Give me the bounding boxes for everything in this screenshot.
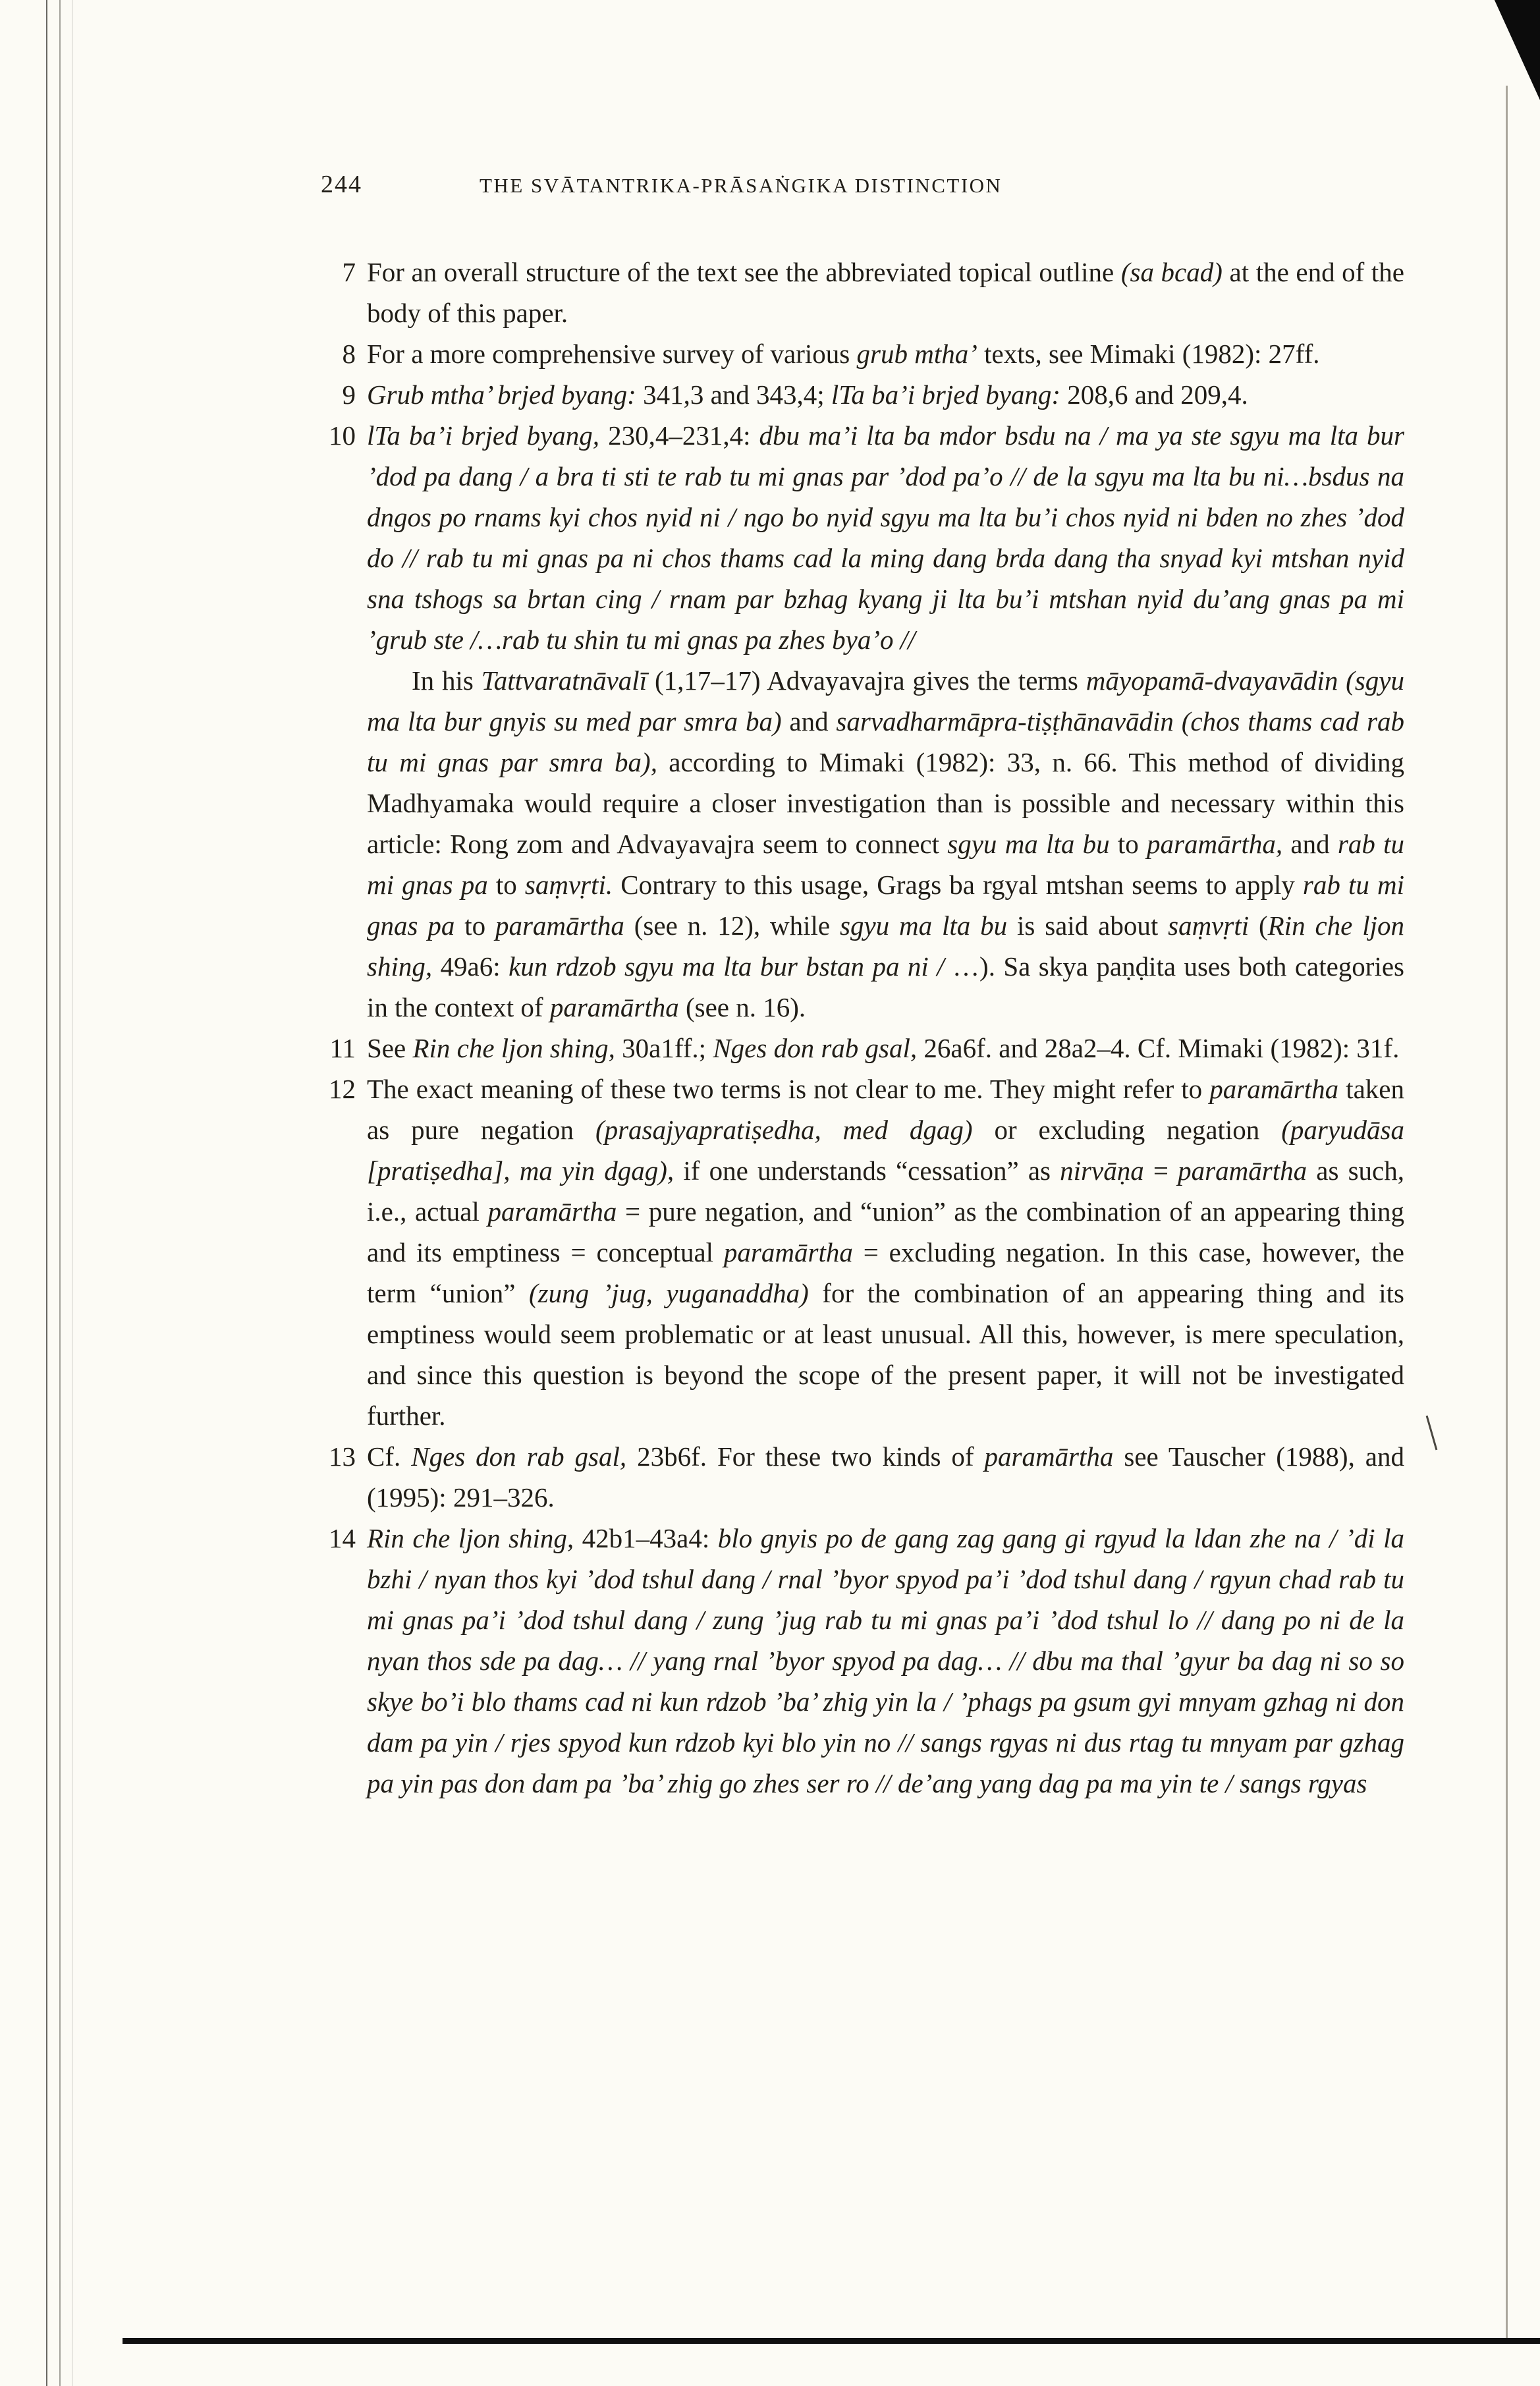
note-number: 10 [329,420,356,451]
note-number: 8 [342,339,356,369]
note-text [367,1436,1404,1518]
binding-line-1 [46,0,47,2386]
note-text [367,1068,1404,1436]
scan-right-edge-line [1506,86,1508,2339]
note-number: 14 [329,1523,356,1553]
note-item [321,1518,1404,1804]
note-text [367,252,1404,333]
page-header [321,170,1002,199]
page-number: 244 [321,171,362,198]
note-text [367,1518,1404,1804]
stray-pen-mark [1426,1416,1438,1451]
scan-bottom-line [123,2338,1540,2344]
note-paragraph: For a more comprehensive survey of various grub mtha’ texts, see Mimaki (1982): 27ff. [367,339,1320,369]
note-item [321,374,1404,415]
note-paragraph: In his Tattvaratnāvalī (1,17–17) Advayavajra gives the terms māyopamā-dvayavādin (sgyu ma lta bur gnyis su med par smra ba) and sarvadharmāpra-tiṣṭhānavādin (chos thams cad rab tu mi gnas par smra ba), according to Mimaki (1982): 33, n. 66. This method of dividing Madhyamaka would require a closer investigation than is possible and necessary within this article: Rong zom and Advayavajra seem to connect sgyu ma lta bu to paramārtha, and rab tu mi gnas pa to saṃvṛti. Contrary to this usage, Grags ba rgyal mtshan seems to apply rab tu mi gnas pa to paramārtha (see n. 12), while sgyu ma lta bu is said about saṃvṛti (Rin che ljon shing, 49a6: kun rdzob sgyu ma lta bur bstan pa ni / …). Sa skya paṇḍita uses both categories in the context of paramārtha (see n. 16). [367,665,1405,1022]
binding-line-2 [59,0,61,2386]
note-item [321,1068,1404,1436]
note-number: 7 [342,257,356,287]
note-item [321,1028,1404,1068]
note-number: 11 [329,1033,356,1063]
note-number: 12 [329,1074,356,1104]
note-paragraph: Cf. Nges don rab gsal, 23b6f. For these two kinds of paramārtha see Tauscher (1988), and (1995): 291–326. [367,1441,1404,1512]
note-paragraph: lTa ba’i brjed byang, 230,4–231,4: dbu ma’i lta ba mdor bsdu na / ma ya ste sgyu ma lta bur ’dod pa dang / a bra ti sti te rab tu mi gnas par ’dod pa’o // de la sgyu ma lta bu ni…bsdus na dngos po rnams kyi chos nyid ni / ngo bo nyid sgyu ma lta bu’i chos nyid ni bden no zhes ’dod do // rab tu mi gnas pa ni chos thams cad la ming dang brda dang tha snyad kyi mtshan nyid sna tshogs sa brtan cing / rnam par bzhag kyang ji lta bu’i mtshan nyid du’ang gnas pa mi ’grub ste /…rab tu shin tu mi gnas pa zhes bya’o // [367,420,1404,655]
note-number: 13 [329,1441,356,1472]
note-paragraph: Rin che ljon shing, 42b1–43a4: blo gnyis po de gang zag gang gi rgyud la ldan zhe na / ’di la bzhi / nyan thos kyi ’dod tshul dang / rnal ’byor spyod pa’i ’dod tshul dang / rgyun chad rab tu mi gnas pa’i ’dod tshul dang / zung ’jug rab tu mi gnas pa’i ’dod tshul lo // dang po ni de la nyan thos sde pa dag… // yang rnal ’byor spyod pa dag… // dbu ma thal ’gyur ba dag ni so so skye bo’i blo thams cad ni kun rdzob ’ba’ zhig yin la / ’phags pa gsum gyi mnyam gzhag ni don dam pa yin / rjes spyod kun rdzob kyi blo yin no // sangs rgyas ni dus rtag tu mnyam par gzhag pa yin pas don dam pa ’ba’ zhig go zhes ser ro // de’ang yang dag pa ma yin te / sangs rgyas [367,1523,1404,1798]
note-text [367,415,1404,1028]
notes-list [321,252,1404,1804]
note-item [321,333,1404,374]
note-number: 9 [342,379,356,410]
note-text [367,1028,1404,1068]
scan-corner-mark [1477,0,1540,100]
note-paragraph: Grub mtha’ brjed byang: 341,3 and 343,4; lTa ba’i brjed byang: 208,6 and 209,4. [367,379,1248,410]
note-item [321,252,1404,333]
note-paragraph: See Rin che ljon shing, 30a1ff.; Nges don rab gsal, 26a6f. and 28a2–4. Cf. Mimaki (1982): 31f. [367,1033,1400,1063]
note-paragraph: For an overall structure of the text see the abbreviated topical outline (sa bcad) at the end of the body of this paper. [367,257,1404,328]
note-item [321,415,1404,1028]
note-text [367,374,1404,415]
note-item [321,1436,1404,1518]
running-title: THE SVĀTANTRIKA-PRĀSAṄGIKA DISTINCTION [480,174,1003,197]
note-paragraph: The exact meaning of these two terms is not clear to me. They might refer to paramārtha taken as pure negation (prasajyapratiṣedha, med dgag) or excluding negation (paryudāsa [pratiṣedha], ma yin dgag), if one understands “cessation” as nirvāṇa = paramārtha as such, i.e., actual paramārtha = pure negation, and “union” as the combination of an appearing thing and its emptiness = conceptual paramārtha = excluding negation. In this case, however, the term “union” (zung ’jug, yuganaddha) for the combination of an appearing thing and its emptiness would seem problematic or at least unusual. All this, however, is mere speculation, and since this question is beyond the scope of the present paper, it will not be investigated further. [367,1074,1405,1431]
note-text [367,333,1404,374]
